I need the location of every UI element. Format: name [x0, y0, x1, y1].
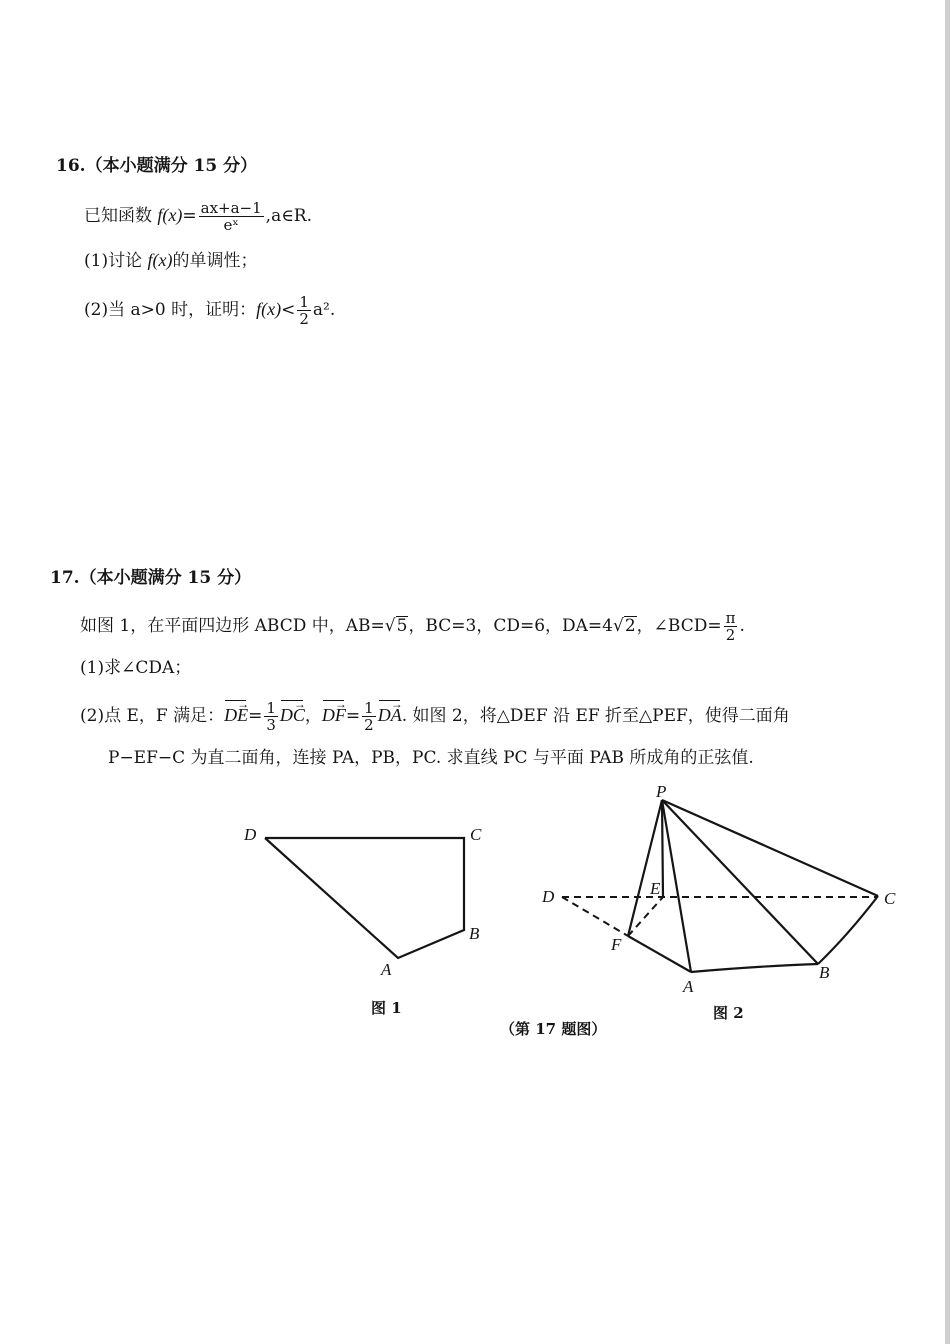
q17-sqrt2: √2 — [612, 616, 636, 636]
q17-pi-num: π — [725, 609, 736, 627]
figure-1-diagram — [265, 838, 464, 958]
q16-p2-suffix: a². — [312, 300, 336, 320]
q17-sqrt2-value: 2 — [624, 616, 636, 636]
q17-eq2: = — [345, 706, 361, 726]
q17-stem-end: . — [739, 616, 745, 636]
fig2-edge-pe — [662, 800, 663, 897]
fig2-label-b: B — [819, 963, 830, 982]
fig1-label-b: B — [469, 924, 480, 943]
figure-caption: （第 17 题图） — [500, 1020, 607, 1038]
q17-eq1: = — [248, 706, 263, 726]
fig2-label-a: A — [683, 977, 694, 996]
fig1-label-a: A — [381, 960, 392, 979]
q17-vec-dc: → DC — [280, 703, 305, 727]
fig2-label-p: P — [656, 782, 667, 801]
fig2-edge-fa — [628, 936, 691, 972]
q16-p1-suffix: 的单调性； — [172, 251, 258, 271]
fig2-label-c: C — [884, 889, 896, 908]
q17-pi-den: 2 — [725, 626, 736, 644]
q17-half-den: 2 — [364, 716, 374, 734]
q17-stem-part2: ，BC=3，CD=6，DA=4 — [408, 616, 613, 636]
q16-stem-prefix: 已知函数 — [84, 206, 158, 226]
fig2-caption: 图 2 — [713, 1004, 744, 1022]
q17-p2-prefix: (2)点 E，F 满足： — [80, 706, 225, 726]
q16-stem-suffix: ,a∈R. — [265, 206, 312, 226]
q17-vec-df: → DF — [322, 703, 346, 727]
q16-p1-prefix: (1)讨论 — [84, 251, 148, 271]
q17-p2-tail: . 如图 2，将△DEF 沿 EF 折至△PEF，使得二面角 — [401, 706, 790, 726]
figure-2-diagram — [628, 800, 878, 972]
fig1-quadrilateral — [265, 838, 464, 958]
q17-half-num: 1 — [364, 699, 374, 717]
q17-part2-line2: P−EF−C 为直二面角，连接 PA，PB，PC. 求直线 PC 与平面 PAB 所成角的正弦值. — [108, 748, 754, 768]
fig2-label-e: E — [650, 879, 661, 898]
fig2-label-d: D — [542, 887, 555, 906]
q16-eq: = — [182, 206, 197, 226]
q17-sqrt5: √5 — [384, 616, 408, 636]
q16-heading: 16.（本小题满分 15 分） — [56, 156, 258, 176]
q16-p2-lt: < — [281, 300, 296, 320]
q16-half-num: 1 — [299, 293, 309, 311]
q17-vec-da: → DA — [378, 703, 402, 727]
q16-f-name: f(x) — [157, 205, 183, 225]
fig1-label-d: D — [244, 825, 257, 844]
fig2-edge-pc — [662, 800, 878, 896]
q16-p2-prefix: (2)当 a>0 时，证明： — [84, 300, 257, 320]
fig1-caption: 图 1 — [371, 999, 402, 1017]
q17-sqrt5-value: 5 — [396, 616, 408, 636]
fig2-edge-ab — [691, 964, 818, 972]
q16-half-den: 2 — [299, 310, 309, 328]
q17-part1: (1)求∠CDA； — [80, 658, 192, 678]
q16-f-name-2: f(x) — [147, 250, 173, 270]
q17-vec-de: → DE — [224, 703, 248, 727]
q17-comma: ， — [304, 706, 322, 726]
q17-heading: 17.（本小题满分 15 分） — [50, 568, 252, 588]
fig1-label-c: C — [470, 825, 482, 844]
q17-third-num: 1 — [266, 699, 276, 717]
q16-frac-den: eˣ — [223, 216, 239, 234]
q17-third-den: 3 — [266, 716, 276, 734]
q17-stem-part3: ，∠BCD= — [636, 616, 722, 636]
fig2-dashed-df — [562, 897, 628, 936]
q16-f-name-3: f(x) — [256, 299, 282, 319]
fig2-edge-bc — [818, 896, 878, 964]
fig2-label-f: F — [611, 935, 622, 954]
q17-stem-part1: 如图 1，在平面四边形 ABCD 中，AB= — [80, 616, 385, 636]
q16-frac-num: ax+a−1 — [200, 199, 262, 217]
figure-2-hidden-edges — [562, 897, 878, 936]
